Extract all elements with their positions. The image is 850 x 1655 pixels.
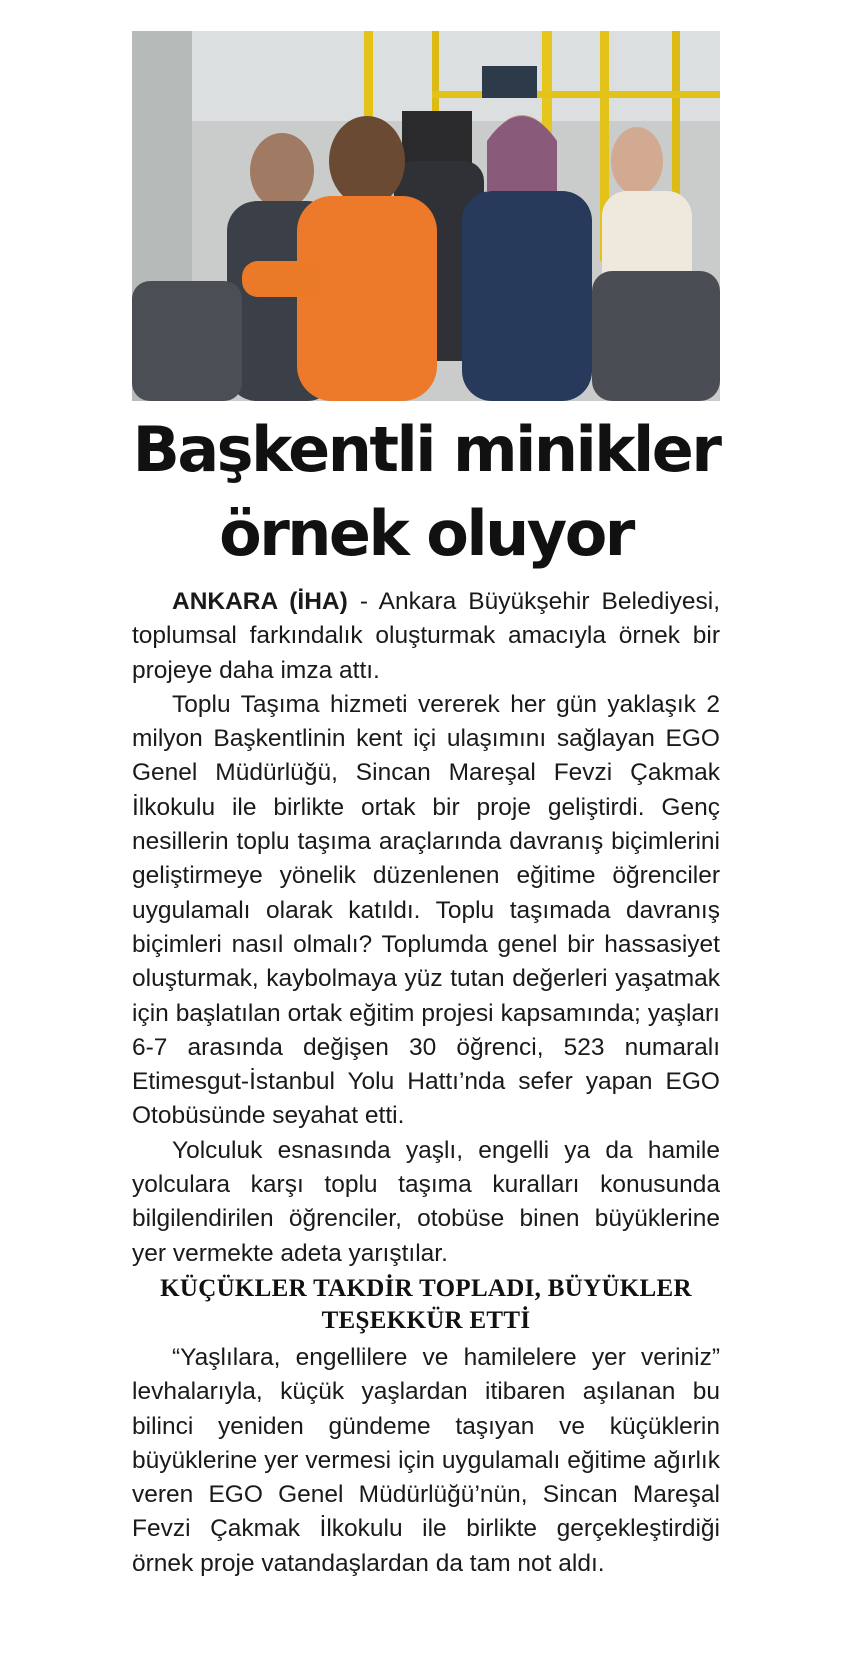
paragraph-4: “Yaşlılara, engellilere ve hamilelere yer veriniz” levhalarıyla, küçük yaşlardan itibaren aşılanan bu bilinci yeniden gündeme taşıyan ve küçüklerin büyüklerine yer vermesi için uygulamalı eğitime ağırlık veren EGO Genel Müdürlüğü’nün, Sincan Mareşal Fevzi Çakmak İlkokulu ile birlikte gerçekleştirdiği örnek proje vatandaşlardan da tam not aldı.	[132, 1343, 720, 1577]
paragraph-3: Yolculuk esnasında yaşlı, engelli ya da hamile yolculara karşı toplu taşıma kuralları konusunda bilgilendirilen öğrenciler, otobüse binen büyüklerine yer vermekte adeta yarıştılar.	[132, 1136, 720, 1267]
headline	[120, 408, 732, 576]
paragraph-1-text: - Ankara Büyükşehir Belediyesi, toplumsal farkındalık oluşturmak amacıyla örnek bir projeye daha imza attı.	[132, 588, 720, 684]
headline-line-1: Başkentli minikler	[132, 413, 720, 486]
bus-interior-photo	[132, 31, 720, 401]
paragraph-2: Toplu Taşıma hizmeti vererek her gün yaklaşık 2 milyon Başkentlinin kent içi ulaşımını sağlayan EGO Genel Müdürlüğü, Sincan Mareşal Fevzi Çakmak İlkokulu ile birlikte ortak bir proje geliştirdi. Genç nesillerin toplu taşıma araçlarında davranış biçimlerini geliştirmeye yönelik düzenlenen eğitime öğrenciler uygulamalı olarak katıldı. Toplu taşımada davranış biçimleri nasıl olmalı? Toplumda genel bir hassasiyet oluşturmak, kaybolmaya yüz tutan değerleri yaşatmak için başlatılan ortak eğitim projesi kapsamında; yaşları 6-7 arasında değişen 30 öğrenci, 523 numaralı Etimesgut-İstanbul Yolu Hattı’nda sefer yapan EGO Otobüsünde seyahat etti.	[132, 690, 720, 1130]
article-photo	[132, 31, 720, 401]
subheading: KÜÇÜKLER TAKDİR TOPLADI, BÜYÜKLER TEŞEKKÜR ETTİ	[160, 1274, 692, 1334]
dateline: ANKARA (İHA)	[172, 588, 348, 615]
headline-line-2: örnek oluyor	[219, 497, 633, 570]
article-body	[132, 585, 720, 1581]
paragraph-1	[132, 585, 720, 688]
